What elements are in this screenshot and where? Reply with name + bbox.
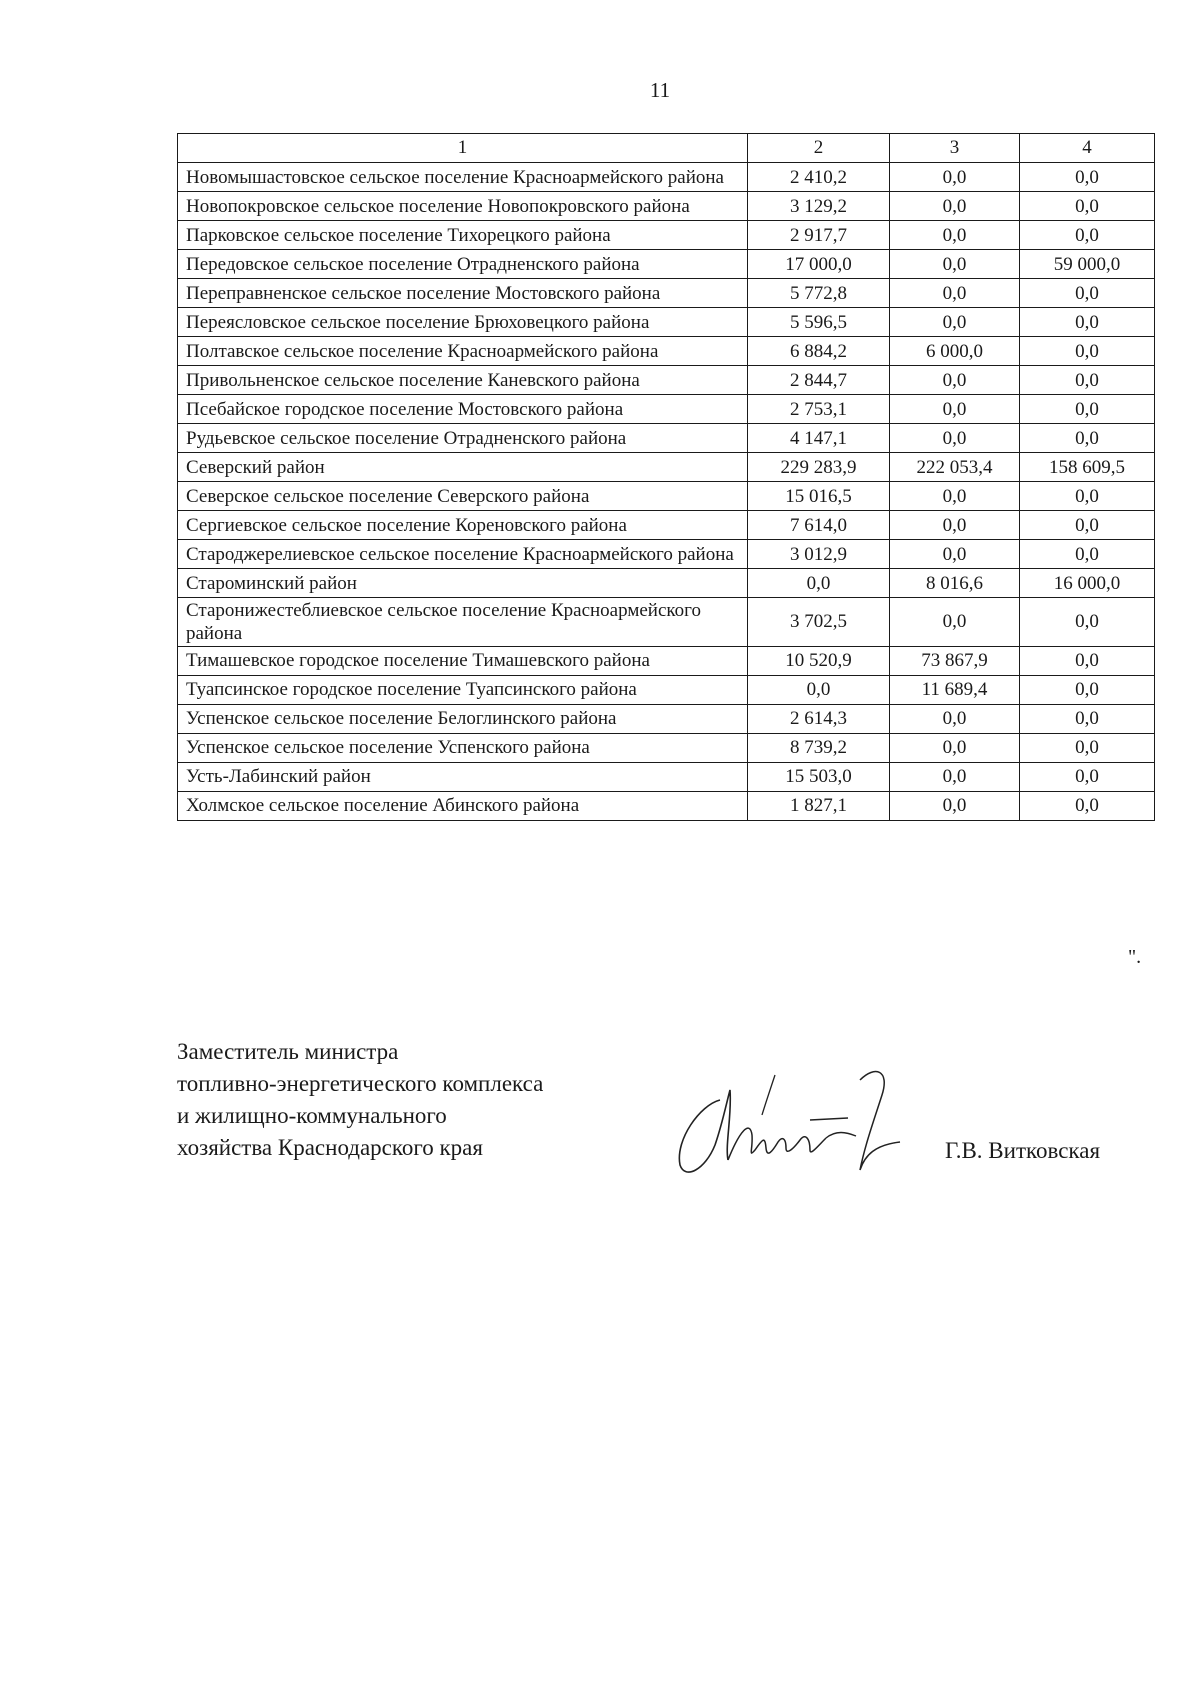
- municipality-name-cell: Успенское сельское поселение Белоглинского района: [178, 704, 748, 733]
- amount-cell: 0,0: [1020, 424, 1155, 453]
- handwritten-signature: [660, 1060, 920, 1190]
- amount-cell: 0,0: [890, 221, 1020, 250]
- amount-cell: 0,0: [1020, 337, 1155, 366]
- signatory-title-line: топливно-энергетического комплекса: [177, 1071, 544, 1096]
- amount-cell: 0,0: [1020, 646, 1155, 675]
- amount-cell: 0,0: [748, 569, 890, 598]
- municipality-name-cell: Новопокровское сельское поселение Новопокровского района: [178, 192, 748, 221]
- amount-cell: 0,0: [1020, 308, 1155, 337]
- amount-cell: 0,0: [1020, 791, 1155, 820]
- municipality-name-cell: Передовское сельское поселение Отрадненского района: [178, 250, 748, 279]
- municipality-name-cell: Полтавское сельское поселение Красноармейского района: [178, 337, 748, 366]
- amount-cell: 0,0: [890, 250, 1020, 279]
- signatory-title-line: Заместитель министра: [177, 1039, 399, 1064]
- table-row: [178, 366, 1155, 395]
- amount-cell: 0,0: [1020, 221, 1155, 250]
- amount-cell: 0,0: [1020, 395, 1155, 424]
- amount-cell: 0,0: [890, 279, 1020, 308]
- table-row: [178, 250, 1155, 279]
- municipality-name-cell: Привольненское сельское поселение Каневского района: [178, 366, 748, 395]
- table-row: [178, 704, 1155, 733]
- table-row: [178, 337, 1155, 366]
- amount-cell: 6 884,2: [748, 337, 890, 366]
- amount-cell: 10 520,9: [748, 646, 890, 675]
- table-row: [178, 646, 1155, 675]
- table-header-row: [178, 134, 1155, 163]
- municipality-name-cell: Северское сельское поселение Северского района: [178, 482, 748, 511]
- table-row: [178, 453, 1155, 482]
- table-row: [178, 308, 1155, 337]
- amount-cell: 15 016,5: [748, 482, 890, 511]
- amount-cell: 17 000,0: [748, 250, 890, 279]
- amount-cell: 16 000,0: [1020, 569, 1155, 598]
- table-row: [178, 424, 1155, 453]
- amount-cell: 0,0: [1020, 540, 1155, 569]
- amount-cell: 5 772,8: [748, 279, 890, 308]
- amount-cell: 8 739,2: [748, 733, 890, 762]
- amount-cell: 0,0: [1020, 598, 1155, 647]
- amount-cell: 59 000,0: [1020, 250, 1155, 279]
- amount-cell: 3 012,9: [748, 540, 890, 569]
- amount-cell: 73 867,9: [890, 646, 1020, 675]
- amount-cell: 0,0: [1020, 192, 1155, 221]
- table-row: [178, 733, 1155, 762]
- table-row: [178, 762, 1155, 791]
- amount-cell: 0,0: [890, 424, 1020, 453]
- municipality-name-cell: Переправненское сельское поселение Мостовского района: [178, 279, 748, 308]
- amount-cell: 2 917,7: [748, 221, 890, 250]
- table-row: [178, 569, 1155, 598]
- amount-cell: 0,0: [1020, 762, 1155, 791]
- amount-cell: 0,0: [1020, 704, 1155, 733]
- amount-cell: 0,0: [890, 163, 1020, 192]
- amount-cell: 4 147,1: [748, 424, 890, 453]
- municipality-name-cell: Холмское сельское поселение Абинского района: [178, 791, 748, 820]
- municipality-name-cell: Тимашевское городское поселение Тимашевского района: [178, 646, 748, 675]
- municipality-name-cell: Сергиевское сельское поселение Кореновского района: [178, 511, 748, 540]
- amount-cell: 11 689,4: [890, 675, 1020, 704]
- amount-cell: 0,0: [890, 511, 1020, 540]
- amount-cell: 0,0: [890, 308, 1020, 337]
- municipality-name-cell: Новомышастовское сельское поселение Красноармейского района: [178, 163, 748, 192]
- table-row: [178, 598, 1155, 647]
- amount-cell: 0,0: [1020, 279, 1155, 308]
- amount-cell: 2 753,1: [748, 395, 890, 424]
- amount-cell: 2 410,2: [748, 163, 890, 192]
- municipality-name-cell: Усть-Лабинский район: [178, 762, 748, 791]
- amount-cell: 0,0: [890, 733, 1020, 762]
- amount-cell: 2 614,3: [748, 704, 890, 733]
- page-number: 11: [649, 78, 671, 102]
- table-row: [178, 192, 1155, 221]
- municipality-name-cell: Северский район: [178, 453, 748, 482]
- amount-cell: 0,0: [1020, 163, 1155, 192]
- municipality-name-cell: Старонижестеблиевское сельское поселение Красноармейского района: [178, 598, 748, 647]
- amount-cell: 0,0: [1020, 511, 1155, 540]
- amount-cell: 0,0: [1020, 675, 1155, 704]
- amount-cell: 0,0: [890, 395, 1020, 424]
- signer-name: Г.В. Витковская: [945, 1138, 1101, 1163]
- table-row: [178, 791, 1155, 820]
- municipality-name-cell: Успенское сельское поселение Успенского района: [178, 733, 748, 762]
- signatory-title-line: хозяйства Краснодарского края: [177, 1135, 483, 1160]
- amount-cell: 158 609,5: [1020, 453, 1155, 482]
- table-row: [178, 675, 1155, 704]
- amount-cell: 7 614,0: [748, 511, 890, 540]
- municipality-name-cell: Рудьевское сельское поселение Отрадненского района: [178, 424, 748, 453]
- table-row: [178, 221, 1155, 250]
- amount-cell: 0,0: [890, 598, 1020, 647]
- signatory-title: [177, 1036, 543, 1164]
- amount-cell: 2 844,7: [748, 366, 890, 395]
- budget-table: [177, 133, 1155, 821]
- table-row: [178, 511, 1155, 540]
- amount-cell: 229 283,9: [748, 453, 890, 482]
- column-header: 3: [890, 134, 1020, 163]
- table-row: [178, 482, 1155, 511]
- amount-cell: 0,0: [890, 762, 1020, 791]
- table-body: [178, 163, 1155, 821]
- amount-cell: 0,0: [890, 482, 1020, 511]
- amount-cell: 6 000,0: [890, 337, 1020, 366]
- amount-cell: 8 016,6: [890, 569, 1020, 598]
- municipality-name-cell: Псебайское городское поселение Мостовского района: [178, 395, 748, 424]
- amount-cell: 3 129,2: [748, 192, 890, 221]
- amount-cell: 0,0: [1020, 482, 1155, 511]
- amount-cell: 0,0: [890, 791, 1020, 820]
- amount-cell: 5 596,5: [748, 308, 890, 337]
- amount-cell: 0,0: [890, 366, 1020, 395]
- amount-cell: 0,0: [748, 675, 890, 704]
- amount-cell: 222 053,4: [890, 453, 1020, 482]
- municipality-name-cell: Староминский район: [178, 569, 748, 598]
- amount-cell: 3 702,5: [748, 598, 890, 647]
- amount-cell: 0,0: [890, 192, 1020, 221]
- signatory-title-line: и жилищно-коммунального: [177, 1103, 447, 1128]
- table-row: [178, 279, 1155, 308]
- table-row: [178, 540, 1155, 569]
- municipality-name-cell: Переясловское сельское поселение Брюховецкого района: [178, 308, 748, 337]
- column-header: 4: [1020, 134, 1155, 163]
- amount-cell: 0,0: [890, 704, 1020, 733]
- amount-cell: 0,0: [1020, 733, 1155, 762]
- municipality-name-cell: Парковское сельское поселение Тихорецкого района: [178, 221, 748, 250]
- amount-cell: 0,0: [890, 540, 1020, 569]
- amount-cell: 1 827,1: [748, 791, 890, 820]
- amount-cell: 0,0: [1020, 366, 1155, 395]
- column-header: 2: [748, 134, 890, 163]
- amount-cell: 15 503,0: [748, 762, 890, 791]
- table-row: [178, 163, 1155, 192]
- municipality-name-cell: Туапсинское городское поселение Туапсинского района: [178, 675, 748, 704]
- column-header: 1: [178, 134, 748, 163]
- closing-quote-mark: ".: [1128, 946, 1142, 968]
- municipality-name-cell: Староджерелиевское сельское поселение Красноармейского района: [178, 540, 748, 569]
- table-row: [178, 395, 1155, 424]
